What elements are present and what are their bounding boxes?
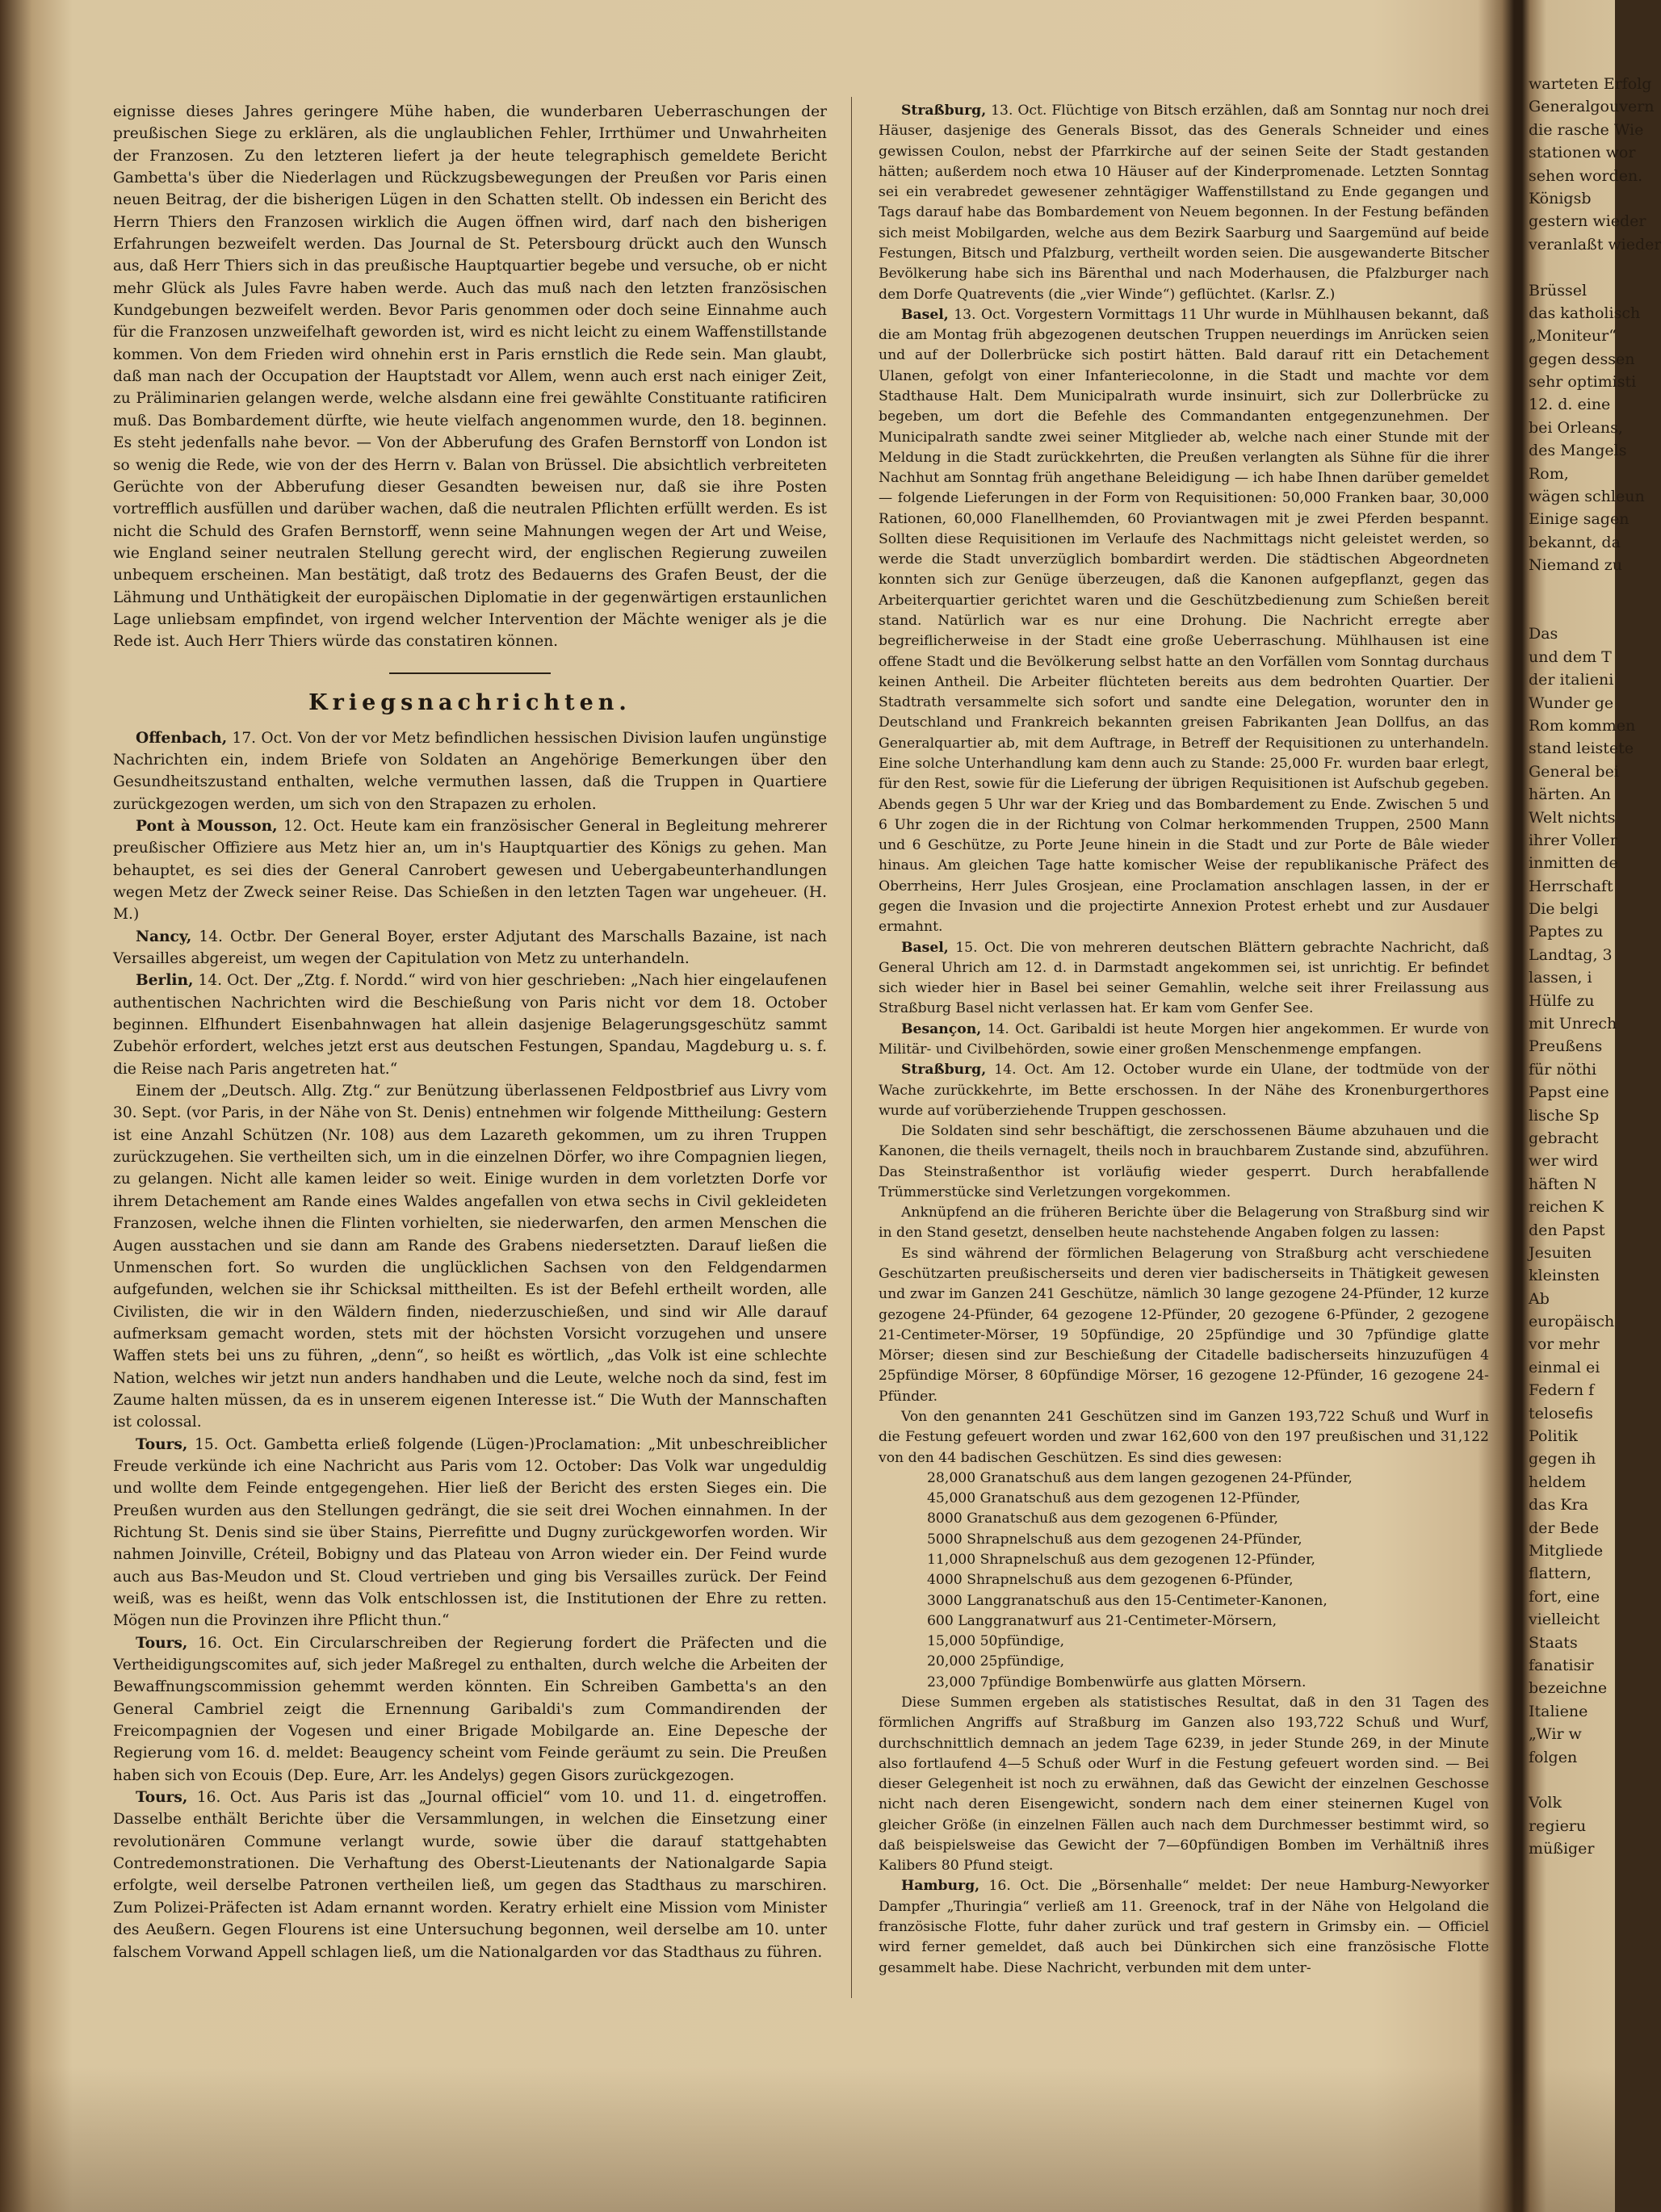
article-dateline: Tours, [136, 1634, 188, 1652]
article-paragraph [879, 1244, 1489, 1407]
article-text: Anknüpfend an die früheren Berichte über die Belagerung von Straßburg sind wir in den Stand gesetzt, denselben heute nachstehende Angaben folgen zu lassen: [879, 1204, 1489, 1242]
edge-fragment: fort, eine [1529, 1587, 1600, 1606]
article-text: 12. Oct. Heute kam ein französischer General in Begleitung mehrerer preußischer Offiziere aus Metz hier an, um in's Hauptquartier des Königs zu gehen. Man behauptet, es sei dies der General Canrobert gewesen und Uebergabeunterhandlungen wegen Metz der Zweck seiner Reise. Das Schießen in den letzten Tagen war ungeheuer. (H. M.) [113, 817, 827, 924]
article-paragraph [879, 101, 1489, 305]
edge-fragment [1529, 600, 1615, 622]
edge-fragment: Brüssel [1529, 281, 1588, 300]
edge-fragment: sehr optimisti [1529, 373, 1637, 392]
edge-fragment: das Kra [1529, 1496, 1588, 1514]
adjacent-page-edge [1529, 73, 1661, 1860]
list-item: 4000 Shrapnelschuß aus dem gezogenen 6-Pfünder, [927, 1572, 1294, 1589]
article-paragraph [113, 1434, 827, 1632]
article-text: 16. Oct. Die „Börsenhalle“ meldet: Der neue Hamburg-Newyorker Dampfer „Thuringia“ verließ am 11. Greenock, traf in der Nähe von Helgoland die französische Flotte, fuhr daher zurück und traf gestern in Grimsby ein. — Officiel wird ferner gemeldet, daß auch bei Dünkirchen sich eine französische Flotte gesammelt habe. Diese Nachricht, verbunden mit dem unter- [879, 1878, 1489, 1976]
edge-fragment: bezeichne [1529, 1679, 1608, 1698]
edge-fragment: fanatisir [1529, 1656, 1594, 1674]
list-item: 45,000 Granatschuß aus dem gezogenen 12-Pfünder, [927, 1490, 1301, 1507]
article-paragraph [879, 1693, 1489, 1877]
right-articles [879, 101, 1489, 1468]
edge-fragment: Rom kommen [1529, 716, 1636, 735]
edge-fragment: vor mehr [1529, 1335, 1600, 1354]
article-paragraph [879, 1876, 1489, 1978]
edge-fragment: der Bede [1529, 1519, 1600, 1537]
edge-fragment: inmitten de [1529, 854, 1618, 873]
edge-fragment: Königsb [1529, 189, 1592, 207]
edge-fragment: lassen, i [1529, 969, 1592, 987]
edge-fragment: Herrschaft [1529, 877, 1613, 895]
edge-fragment: Volk [1529, 1794, 1562, 1812]
edge-fragment: das katholisch [1529, 304, 1641, 322]
edge-fragment: Papst eine [1529, 1083, 1609, 1102]
edge-fragment: Welt nichts [1529, 808, 1616, 827]
list-item: 3000 Langgranatschuß aus den 15-Centimeter-Kanonen, [927, 1592, 1328, 1609]
edge-fragment: Rom, [1529, 464, 1569, 483]
edge-fragment: des Mangels [1529, 442, 1627, 460]
article-dateline: Nancy, [136, 928, 192, 945]
edge-fragment: stand leistete [1529, 739, 1634, 758]
right-closing-articles [879, 1693, 1489, 1979]
edge-fragment: wägen schleun [1529, 488, 1645, 506]
section-divider [389, 672, 551, 674]
edge-fragment: stationen wor [1529, 144, 1636, 162]
edge-fragment: Preußens [1529, 1037, 1603, 1056]
edge-fragment: mit Unrech [1529, 1015, 1617, 1033]
article-text: Diese Summen ergeben als statistisches Resultat, daß in den 31 Tagen des förmlichen Angriffs auf Straßburg im Ganzen also 193,722 Schuß und Wurf, durchschnittlich demnach an jedem Tage 6239, in jeder Stunde 269, in der Minute also fortlaufend 4—5 Schuß oder Wurf in die Festung gefeuert worden sind. — Bei dieser Gelegenheit ist noch zu erwähnen, daß das Gewicht der einzelnen Geschosse nicht nach deren Eisengewicht, sondern nach dem einer steinernen Kugel von gleicher Größe (in einzelnen Fällen auch nach dem Durchmesser bestimmt wird, so daß beispielsweise das Gewicht der 7—60pfündigen Bomben im Verhältniß ihres Kalibers 80 Pfund steigt. [879, 1694, 1489, 1875]
edge-fragment: Staats [1529, 1633, 1578, 1652]
article-text: 14. Oct. Der „Ztg. f. Nordd.“ wird von hier geschrieben: „Nach hier eingelaufenen authentischen Nachrichten wird die Beschießung von Paris nicht vor dem 18. October beginnen. Elfhundert Eisenbahnwagen hat allein dasjenige Belagerungsgeschütz sammt Zubehör erfordert, welches jetzt erst aus deutschen Festungen, Spandau, Magdeburg u. s. f. die Reise nach Paris angetreten hat.“ [113, 972, 827, 1078]
edge-fragment: „Moniteur“ [1529, 327, 1617, 346]
edge-fragment: 12. d. eine [1529, 396, 1611, 414]
edge-fragment: Das [1529, 625, 1558, 643]
edge-fragment: Niemand zu [1529, 556, 1622, 575]
edge-fragment: und dem T [1529, 647, 1612, 666]
article-dateline: Basel, [901, 306, 949, 323]
article-paragraph [113, 1787, 827, 1963]
left-column [113, 101, 827, 1963]
edge-fragment: lische Sp [1529, 1106, 1600, 1125]
article-paragraph [879, 1020, 1489, 1061]
article-text: 15. Oct. Gambetta erließ folgende (Lügen-)Proclamation: „Mit unbeschreiblicher Freude verkünde ich eine Nachricht aus Paris vom 12. October: Das Volk war ungeduldig und wollte dem Feinde entgegengehen. Hier ließ der Bericht des ersten Sieges ein. Die Preußen wurden aus den Stellungen gedrängt, die sie seit drei Wochen einnahmen. In der Richtung St. Denis sind sie über Stains, Pierrefitte und Dugny zurückgeworfen worden. Wir nahmen Joinville, Créteil, Bobigny und das Plateau von Arron wieder ein. Der Feind wurde auch aus Bas-Meudon und St. Cloud vertrieben und ging bis Versailles zurück. Der Feind weiß, was es heißt, wenn das Volk entschlossen ist, die Institutionen der Ehre zu retten. Mögen nun die Provinzen ihre Pflicht thun.“ [113, 1435, 827, 1630]
edge-fragment: Einige sagen [1529, 510, 1630, 529]
edge-fragment: der italieni [1529, 671, 1614, 689]
edge-fragment: Generalgouvern [1529, 98, 1655, 116]
edge-fragment: Landtag, 3 [1529, 945, 1613, 964]
edge-fragment: veranlaßt wieder [1529, 235, 1661, 253]
article-paragraph [879, 305, 1489, 938]
list-item: 5000 Shrapnelschuß aus dem gezogenen 24-Pfünder, [927, 1531, 1302, 1548]
article-dateline: Tours, [136, 1789, 188, 1807]
article-paragraph [113, 727, 827, 815]
edge-fragment [1529, 256, 1615, 279]
edge-fragment: gebracht [1529, 1129, 1599, 1147]
shot-statistics-list [879, 1468, 1489, 1693]
section-heading: Kriegsnachrichten. [308, 689, 631, 715]
article-dateline: Pont à Mousson, [136, 817, 278, 835]
edge-fragment: folgen [1529, 1748, 1578, 1766]
edge-fragment: warteten Erfolg [1529, 75, 1652, 93]
edge-fragment: einmal ei [1529, 1358, 1600, 1376]
list-item: 15,000 50pfündige, [927, 1633, 1065, 1650]
edge-fragment: General bei [1529, 762, 1619, 781]
edge-fragment: den Papst [1529, 1221, 1605, 1239]
article-paragraph [879, 938, 1489, 1020]
edge-fragment: sehen worden. [1529, 166, 1643, 185]
edge-fragment: häften N [1529, 1175, 1597, 1193]
edge-fragment: kleinsten [1529, 1267, 1600, 1285]
article-dateline: Straßburg, [901, 1062, 987, 1079]
edge-fragment: europäisch [1529, 1313, 1615, 1331]
edge-fragment: Italiene [1529, 1702, 1588, 1720]
edge-fragment: ihrer Voller [1529, 831, 1617, 849]
article-text: 14. Oct. Garibaldi ist heute Morgen hier angekommen. Er wurde von Militär- und Civilbehörden, sowie einer großen Menschenmenge empfangen. [879, 1020, 1489, 1058]
edge-fragment: reichen K [1529, 1198, 1604, 1217]
edge-fragment: Federn f [1529, 1381, 1595, 1400]
edge-fragment: Paptes zu [1529, 923, 1604, 941]
article-text: Es sind während der förmlichen Belagerung von Straßburg acht verschiedene Geschützarten preußischerseits und deren vier badischerseits in Thätigkeit gewesen und zwar im Ganzen 241 Geschütze, nämlich 30 lange gezogene 24-Pfünder, 12 kurze gezogene 24-Pfünder, 64 gezogene 12-Pfünder, 20 gezogene 6-Pfünder, 2 gezogene 21-Centimeter-Mörser, 19 50pfündige, 20 25pfündige und 30 7pfündige glatte Mörser; diesen sind zur Beschießung der Citadelle badischerseits hinzuzufügen 4 25pfündige Mörser, 8 60pfündige Mörser, 16 gezogene 12-Pfünder, 16 gezogene 24-Pfünder. [879, 1245, 1489, 1405]
edge-fragment: heldem [1529, 1473, 1586, 1491]
article-text: 14. Oct. Am 12. October wurde ein Ulane, der todtmüde von der Wache zurückkehrte, im Bette erschossen. In der Nähe des Kronenburgerthores wurde auf vorüberziehende Truppen geschossen. [879, 1062, 1489, 1119]
edge-fragment: „Wir w [1529, 1725, 1582, 1744]
article-paragraph [879, 1121, 1489, 1203]
article-paragraph [113, 1080, 827, 1434]
edge-fragment: Die belgi [1529, 900, 1599, 919]
left-articles [113, 727, 827, 1963]
article-dateline: Tours, [136, 1435, 188, 1453]
article-text: Die Soldaten sind sehr beschäftigt, die zerschossenen Bäume abzuhauen und die Kanonen, die theils vernagelt, theils noch in brauchbarem Zustande sind, abzuführen. Das Steinstraßenthor ist vorläufig wieder gesperrt. Durch herabfallende Trümmerstücke sind Verletzungen vorgekommen. [879, 1123, 1489, 1200]
edge-fragment: gegen dessen [1529, 350, 1635, 368]
edge-fragment: Jesuiten [1529, 1243, 1592, 1262]
edge-fragment [1529, 577, 1615, 600]
article-text: Von den genannten 241 Geschützen sind im Ganzen 193,722 Schuß und Wurf in die Festung gefeuert worden und zwar 162,600 von den 197 preußischen und 31,122 von den 44 badischen Geschützen. Es sind dies gewesen: [879, 1409, 1489, 1466]
edge-fragment: gegen ih [1529, 1450, 1596, 1468]
edge-fragment: bekannt, da [1529, 533, 1621, 551]
list-item: 11,000 Shrapnelschuß aus dem gezogenen 12-Pfünder, [927, 1551, 1315, 1568]
edge-fragment: vielleicht [1529, 1611, 1600, 1629]
edge-fragment: Mitgliede [1529, 1542, 1604, 1560]
list-item: 28,000 Granatschuß aus dem langen gezogenen 24-Pfünder, [927, 1469, 1353, 1486]
list-item: 23,000 7pfündige Bombenwürfe aus glatten Mörsern. [927, 1674, 1307, 1690]
article-text: 13. Oct. Flüchtige von Bitsch erzählen, daß am Sonntag nur noch drei Häuser, dasjenige des Generals Bissot, das des Generals Schneider und eines gewissen Coulon, nebst der Pfarrkirche auf der seinen Seite der Stadt gestanden hätten; außerdem noch etwa 10 Häuser auf der Kinderpromenade. Letzten Sonntag sei ein verabredet gewesener zehntägiger Waffenstillstand zu Ende gegangen und Tags darauf habe das Bombardement von Neuem begonnen. In der Festung befänden sich meist Mobilgarden, welche aus dem Bezirk Saarburg und Saargemünd auf beide Festungen, Bitsch und Pfalzburg, vertheilt worden seien. Die ausgewanderte Bitscher Bevölkerung habe sich ins Bärenthal und nach Moderhausen, die Pfalzburger nach dem Dorfe Quatrevents (die „vier Winde“) geflüchtet. (Karlsr. Z.) [879, 103, 1489, 303]
article-dateline: Berlin, [136, 972, 194, 990]
list-item: 600 Langgranatwurf aus 21-Centimeter-Mörsern, [927, 1612, 1277, 1629]
edge-fragment: müßiger [1529, 1840, 1595, 1858]
edge-fragment: bei Orleans, [1529, 418, 1623, 437]
right-column [879, 101, 1489, 1979]
article-paragraph [113, 815, 827, 926]
article-dateline: Basel, [901, 939, 949, 956]
edge-fragment: flattern, [1529, 1565, 1592, 1583]
article-paragraph [879, 1407, 1489, 1468]
edge-fragment: regieru [1529, 1816, 1587, 1835]
edge-fragment: gestern wieder [1529, 212, 1646, 231]
article-paragraph [113, 970, 827, 1080]
article-dateline: Hamburg, [901, 1878, 980, 1895]
article-text: 16. Oct. Aus Paris ist das „Journal officiel“ vom 10. und 11. d. eingetroffen. Dasselbe enthält Berichte über die Versammlungen, in welchen die Einsetzung einer revolutionären Commune verlangt wurde, sowie über die darauf stattgehabten Contredemonstrationen. Die Verhaftung des Oberst-Lieutenants der Nationalgarde Sapia erfolgte, weil derselbe Patronen vertheilen ließ, um gegen das Stadthaus zu marschiren. Zum Polizei-Präfecten ist Adam ernannt worden. Keratry erhielt eine Mission vom Minister des Aeußern. Gegen Flourens ist eine Untersuchung begonnen, weil derselbe am 10. unter falschem Vorwand Appell schlagen ließ, um die Nationalgarden vor das Stadthaus zu führen. [113, 1789, 827, 1961]
edge-fragment: Wunder ge [1529, 693, 1614, 712]
article-paragraph [879, 1060, 1489, 1121]
article-paragraph [879, 1203, 1489, 1244]
edge-fragment: Hülfe zu [1529, 991, 1595, 1010]
edge-fragment: für nöthi [1529, 1060, 1597, 1079]
list-item: 8000 Granatschuß aus dem gezogenen 6-Pfünder, [927, 1510, 1278, 1527]
intro-paragraph: eignisse dieses Jahres geringere Mühe haben, die wunderbaren Ueberraschungen der preußischen Siege zu erklären, als die unglaublichen Fehler, Irrthümer und Unwahrheiten der Franzosen. Zu den letzteren liefert ja der heute telegraphisch gemeldete Bericht Gambetta's über die Niederlagen und Rückzugsbewegungen der Preußen vor Paris einen neuen Beitrag, der die bisherigen Lügen in den Schatten stellt. Ob indessen ein Bericht des Herrn Thiers den Franzosen wirklich die Augen öffnen wird, darf nach den bisherigen Erfahrungen bezweifelt werden. Das Journal de St. Petersbourg drückt auch den Wunsch aus, daß Herr Thiers sich in das preußische Hauptquartier begebe und versuche, ob er nicht mehr Glück als Jules Favre haben werde. Auch das muß nach den letzten französischen Kundgebungen bezweifelt werden. Bevor Paris genommen oder doch seine Einnahme auch für die Franzosen unzweifelhaft geworden ist, wird es nicht leicht zu einem Waffenstillstande kommen. Von dem Frieden wird ohnehin erst in Paris ernstlich die Rede sein. Man glaubt, daß man nach der Occupation der Hauptstadt vor Allem, wenn auch erst nach einiger Zeit, zu Präliminarien gelangen werde, welche alsdann eine frei gewählte Constituante ratificiren muß. Das Bombardement dürfte, wie heute vielfach angenommen wurde, den 18. beginnen. Es steht jedenfalls nahe bevor. — Von der Abberufung des Grafen Bernstorff von London ist so wenig die Rede, wie von der des Herrn v. Balan von Brüssel. Die absichtlich verbreiteten Gerüchte von der Abberufung dieser Gesandten beweisen nur, daß sie ihre Posten vortrefflich ausfüllen und darüber wachen, daß die neutralen Pflichten erfüllt werden. Es ist nicht die Schuld des Grafen Bernstorff, wenn seine Mahnungen wegen der Art und Weise, wie England seiner neutralen Stellung gerecht wird, der englischen Regierung zuweilen unbequem erscheinen. Man bestätigt, daß trotz des Bedauerns des Grafen Beust, der die Lähmung und Unthätigkeit der europäischen Diplomatie in der gegenwärtigen erstaunlichen Lage unliebsam empfindet, von irgend welcher Intervention der Mächte weniger als je die Rede ist. Auch Herr Thiers würde das constatiren können. [113, 103, 827, 651]
edge-fragment [1529, 1769, 1615, 1791]
article-text: 17. Oct. Von der vor Metz befindlichen hessischen Division laufen ungünstige Nachrichten ein, indem Briefe von Soldaten an Angehörige Bemerkungen über den Gesundheitszustand enthalten, welche vermuthen lassen, daß die Truppen in Quartiere zurückgezogen werden, um sich von den Strapazen zu erholen. [113, 729, 827, 813]
article-text: 15. Oct. Die von mehreren deutschen Blättern gebrachte Nachricht, daß General Uhrich am 12. d. in Darmstadt angekommen sei, ist unrichtig. Er befindet sich wieder hier in Basel bei seiner Gemahlin, welche seit ihrer Freilassung aus Straßburg Basel nicht verlassen hat. Er kam vom Genfer See. [879, 939, 1489, 1017]
article-dateline: Straßburg, [901, 103, 987, 119]
edge-fragment: Politik [1529, 1427, 1578, 1446]
article-dateline: Besançon, [901, 1020, 982, 1037]
article-dateline: Offenbach, [136, 729, 228, 747]
edge-fragment: härten. An [1529, 786, 1611, 804]
article-text: Einem der „Deutsch. Allg. Ztg.“ zur Benützung überlassenen Feldpostbrief aus Livry vom 30. Sept. (vor Paris, in der Nähe von St. Denis) entnehmen wir folgende Mittheilung: Gestern ist eine Anzahl Schützen (Nr. 108) aus dem Lazareth gekommen, um zu ihren Truppen zurückzugehen. Sie vertheilten sich, um in die einzelnen Dörfer, wo ihre Compagnien liegen, zu gelangen. Nicht alle kamen leider so weit. Einige wurden in dem vorletzten Dorfe vor ihrem Detachement am Rande eines Waldes angefallen von etwa sechs in Civil gekleideten Franzosen, welche ihnen die Flinten vorhielten, sie niederwarfen, den armen Menschen die Augen ausstachen und sie dann am Rande des Grabens niedersetzten. Darauf ließen die Unmenschen fort. So wurden die unglücklichen Sachsen von den Feldgendarmen aufgefunden, welchen sie ihr Schicksal mittheilten. Es ist der Befehl ertheilt worden, alle Civilisten, die wir in den Wäldern finden, niederzuschießen, und sind wir Alle darauf aufmerksam gemacht worden, stets mit der höchsten Vorsicht vorzugehen und unsere Waffen stets bei uns zu führen, „denn“, so heißt es wörtlich, „das Volk ist eine schlechte Nation, welches wir jetzt nun anders handhaben und die Leute, welche noch da sind, fest im Zaume halten müssen, da es in unserem eigenen Interesse ist.“ Die Wuth der Mannschaften ist colossal. [113, 1083, 827, 1431]
article-paragraph [113, 926, 827, 970]
column-divider [851, 97, 852, 1998]
article-paragraph [113, 1632, 827, 1787]
edge-fragment: die rasche Wie [1529, 120, 1644, 139]
list-item: 20,000 25pfündige, [927, 1653, 1065, 1670]
edge-fragment: Ab [1529, 1289, 1550, 1308]
edge-fragment: telosefis [1529, 1404, 1593, 1422]
edge-fragment: wer wird [1529, 1152, 1599, 1171]
article-text: 14. Octbr. Der General Boyer, erster Adjutant des Marschalls Bazaine, ist nach Versailles abgereist, um wegen der Capitulation von Metz zu unterhandeln. [113, 928, 827, 968]
article-text: 13. Oct. Vorgestern Vormittags 11 Uhr wurde in Mühlhausen bekannt, daß die am Montag früh abgezogenen deutschen Truppen neuerdings im Anrücken seien und auf der Dollerbrücke sich postirt hätten. Bald darauf ritt ein Detachement Ulanen, gefolgt von einer Infanteriecolonne, in die Stadt und machte vor dem Stadthause Halt. Dem Municipalrath wurde insinuirt, sich zur Dollerbrücke zu begeben, um dort die Befehle des Commandanten entgegenzunehmen. Der Municipalrath sandte zwei seiner Mitglieder ab, welche nach einer Stunde mit der Meldung in die Stadt zurückkehrten, die Preußen verlangten als Sühne für die ihrer Nachhut am Sonntag früh angethane Beleidigung — ich habe Ihnen darüber gemeldet — folgende Lieferungen in der Form von Requisitionen: 50,000 Franken baar, 30,000 Rationen, 60,000 Flanellhemden, 60 Proviantwagen mit je zwei Pferden bespannt. Sollten diese Requisitionen im Verlaufe des Nachmittags nicht geleistet werden, so werde die Stadt unverzüglich bombardirt werden. Die städtischen Abgeordneten konnten sich zur Genüge überzeugen, daß die Kanonen aufgepflanzt, gegen das Arbeiterquartier gerichtet waren und die Geschützbedienung zum Schießen bereit stand. Natürlich war es nur eine Drohung. Die Nachricht erregte aber begreiflicherweise in der Stadt eine große Ueberraschung. Mühlhausen ist eine offene Stadt und die Bevölkerung selbst hatte an den Vorfällen vom Sonntag durchaus keinen Antheil. Die Arbeiter flüchteten bereits aus dem bedrohten Quartier. Der Stadtrath versammelte sich sofort und sandte eine Delegation, worunter den in Deutschland und Frankreich bekannten greisen Fabrikanten Jean Dollfus, an das Generalquartier ab, mit dem Auftrage, in Betreff der Requisitionen zu unterhandeln. Eine solche Unterhandlung kam denn auch zu Stande: 25,000 Fr. wurden baar erlegt, für den Rest, sowie für die Lieferung der übrigen Requisitionen ist Aufschub gegeben. Abends gegen 5 Uhr war der Krieg und das Bombardement zu Ende. Zwischen 5 und 6 Uhr zogen die in der Richtung von Colmar herkommenden Truppen, 2500 Mann und 6 Geschütze, zu Porte Jeune hinein in die Stadt und zur Porte de Bâle wieder hinaus. Am gleichen Tage hatte komischer Weise der republikanische Präfect des Oberrheins, Herr Jules Grosjean, eine Proclamation anschlagen lassen, in der er gegen die Invasion und die projectirte Annexion Protest erhebt und zur Ausdauer ermahnt. [879, 306, 1489, 936]
article-text: 16. Oct. Ein Circularschreiben der Regierung fordert die Präfecten und die Vertheidigungscomites auf, sich jeder Maßregel zu enthalten, durch welche die Arbeiten der Bewaffnungscommission gehemmt werden könnten. Ein Schreiben Gambetta's an den General Cambriel zeigt die Ernennung Garibaldi's zum Commandirenden der Freicompagnien der Vogesen und einer Brigade Mobilgarde an. Eine Depesche der Regierung vom 16. d. meldet: Beaugency scheint vom Feinde geräumt zu sein. Die Preußen haben sich von Ecouis (Dep. Eure, Arr. les Andelys) gegen Gisors zurückgezogen. [113, 1634, 827, 1784]
